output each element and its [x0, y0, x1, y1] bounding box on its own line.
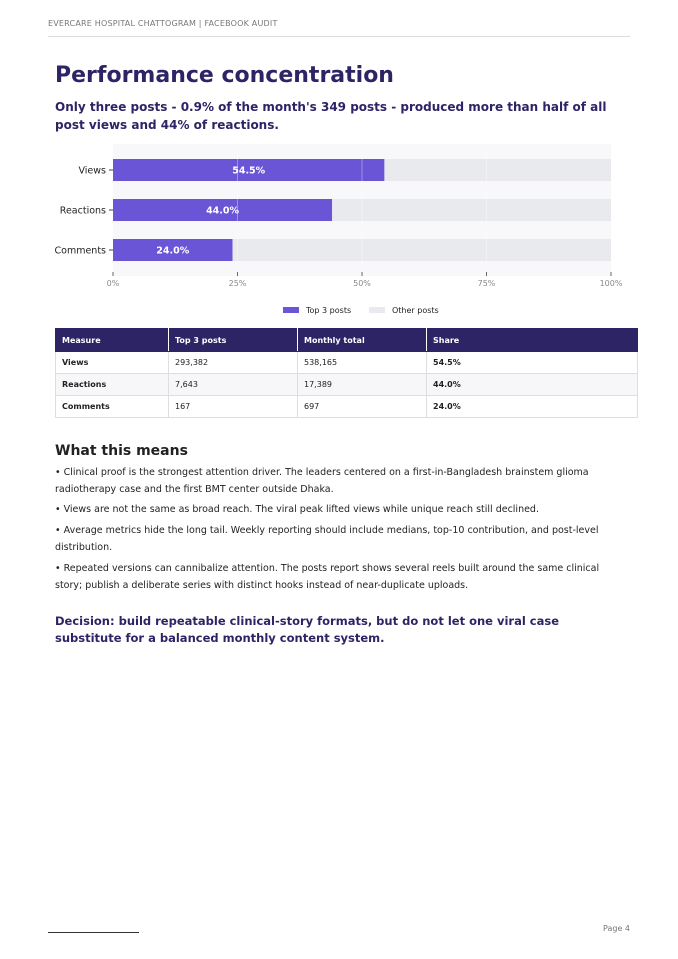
- data-label: 54.5%: [232, 165, 266, 177]
- bar-other-views: [384, 159, 611, 181]
- table-row: [56, 374, 638, 396]
- category-label: Comments: [54, 245, 106, 257]
- category-label: Views: [78, 165, 106, 177]
- column-header-total: Monthly total: [298, 329, 427, 352]
- x-tick-label: 50%: [353, 279, 371, 288]
- cell-share: 24.0%: [427, 396, 638, 418]
- cell-share: 44.0%: [427, 374, 638, 396]
- category-label: Reactions: [59, 205, 106, 217]
- bullet-item: • Clinical proof is the strongest attention driver. The leaders centered on a first-in-Bangladesh brainstem glioma radiotherapy case and the first BMT center outside Dhaka.: [55, 467, 589, 495]
- data-label: 44.0%: [206, 205, 240, 217]
- x-tick-label: 100%: [599, 279, 623, 288]
- bullet-item: • Average metrics hide the long tail. Weekly reporting should include medians, top-10 contribution, and post-level distribution.: [55, 525, 599, 553]
- concentration-bar-chart: [40, 140, 638, 326]
- decision-callout: Decision: build repeatable clinical-story formats, but do not let one viral case substitute for a balanced monthly content system.: [55, 614, 560, 645]
- cell-total: 17,389: [298, 374, 427, 396]
- x-tick-label: 75%: [477, 279, 496, 288]
- cell-top3: 7,643: [169, 374, 298, 396]
- table-row: [56, 352, 638, 374]
- x-tick-label: 0%: [106, 279, 120, 288]
- column-header-measure: Measure: [56, 329, 169, 352]
- data-label: 24.0%: [156, 245, 190, 257]
- page-number: Page 4: [603, 924, 630, 933]
- legend-swatch-top3: [283, 307, 299, 313]
- x-tick-label: 25%: [228, 279, 247, 288]
- bar-other-comments: [233, 239, 611, 261]
- cell-measure: Views: [56, 352, 169, 374]
- cell-total: 538,165: [298, 352, 427, 374]
- bullet-item: • Views are not the same as broad reach. The viral peak lifted views while unique reach still declined.: [55, 504, 539, 515]
- bullet-item: • Repeated versions can cannibalize attention. The posts report shows several reels built around the same clinical story; publish a deliberate series with distinct hooks instead of near-duplicate uploads.: [55, 563, 600, 591]
- column-header-top3: Top 3 posts: [169, 329, 298, 352]
- legend-swatch-other: [369, 307, 385, 313]
- bar-other-reactions: [332, 199, 611, 221]
- column-header-share: Share: [427, 329, 638, 352]
- running-header: [48, 19, 630, 37]
- table-header-row: [56, 329, 638, 352]
- cell-top3: 293,382: [169, 352, 298, 374]
- footer-divider: [48, 932, 139, 933]
- summary-table: [55, 328, 638, 418]
- section-heading: What this means: [55, 443, 188, 459]
- cell-measure: Comments: [56, 396, 169, 418]
- table-row: [56, 396, 638, 418]
- cell-total: 697: [298, 396, 427, 418]
- legend-label: Other posts: [392, 306, 439, 315]
- page-subtitle: Only three posts - 0.9% of the month's 349 posts - produced more than half of all post views and 44% of reactions.: [55, 100, 607, 132]
- cell-measure: Reactions: [56, 374, 169, 396]
- page-title: Performance concentration: [55, 63, 394, 88]
- running-header-text: EVERCARE HOSPITAL CHATTOGRAM | FACEBOOK AUDIT: [48, 19, 278, 28]
- legend-label: Top 3 posts: [306, 306, 352, 315]
- cell-top3: 167: [169, 396, 298, 418]
- cell-share: 54.5%: [427, 352, 638, 374]
